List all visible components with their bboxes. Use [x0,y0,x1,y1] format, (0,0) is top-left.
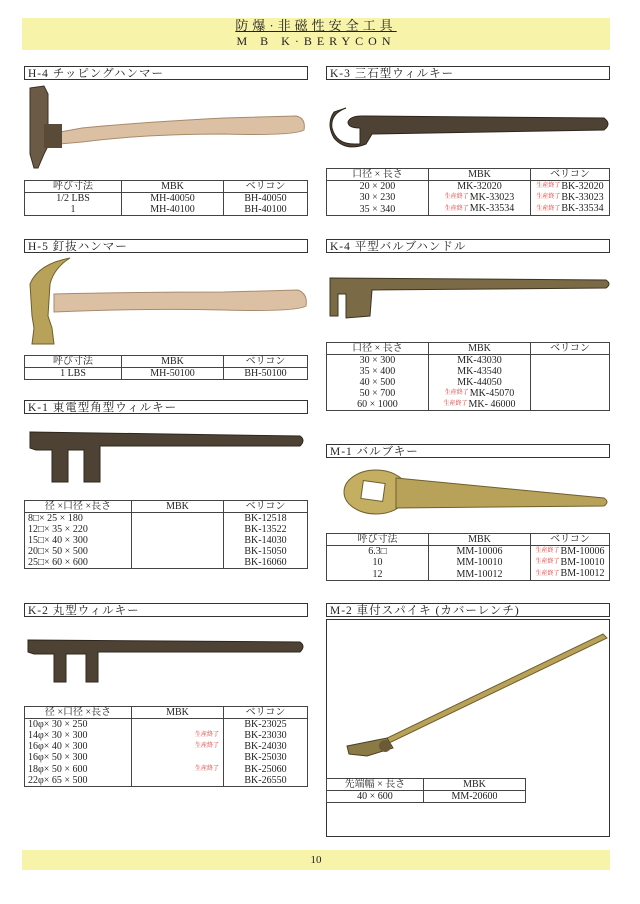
table-row: 1 MH-40100 BH-40100 [25,204,308,216]
col-header-berycon: ベリコン [224,181,308,193]
page-title: 防爆·非磁性安全工具 [235,18,397,33]
spec-table-k4: 口径 × 長さ MBK ベリコン 30 × 300 MK-43030 35 × 400 MK-43540 40 × 500 MK-44050 50 × 700 生産終了MK-45070 60 × 1000 生産終了MK- 46000 [326,342,610,411]
round-wilkey-image [24,622,314,692]
page-number: 10 [310,854,322,866]
section-title-k4: K-4 平型バルブハンドル [326,239,610,253]
header-banner [22,18,610,50]
cover-wrench-image [327,620,609,770]
footer-banner [22,850,610,870]
table-row: 8□× 25 × 180 BK-12518 [25,513,308,525]
section-title-h5: H-5 釘抜ハンマー [24,239,308,253]
section-title-k3: K-3 三石型ウィルキー [326,66,610,80]
table-row: 30 × 230 生産終了MK-33023 生産終了BK-33023 [327,192,610,203]
table-row: 6.3□ MM-10006 生産終了BM-10006 [327,546,610,558]
discontinued-badge: 生産終了 [535,570,560,577]
square-wilkey-image [24,420,314,490]
table-row: 35 × 400 MK-43540 [327,366,610,377]
discontinued-badge: 生産終了 [194,743,219,750]
section-title-k2: K-2 丸型ウィルキー [24,603,308,617]
chipping-hammer-image [24,82,314,172]
spec-table-k3: 口径 × 長さ MBK ベリコン 20 × 200 MK-32020 生産終了BK-32020 30 × 230 生産終了MK-33023 生産終了BK-33023 35 × 340 生産終了MK-33534 生産終了BK-33534 [326,168,610,216]
table-row: 25□× 60 × 600 BK-16060 [25,557,308,569]
table-row: 20 × 200 MK-32020 生産終了BK-32020 [327,181,610,193]
table-row: 40 × 600 MM-20600 [327,791,526,803]
table-row: 1/2 LBS MH-40050 BH-40050 [25,193,308,205]
table-row: 16φ× 50 × 300 BK-25030 [25,752,308,763]
valve-key-image [326,462,616,528]
table-row: 1 LBS MH-50100 BH-50100 [25,368,308,380]
table-row: 10φ× 30 × 250 BK-23025 [25,719,308,731]
section-title-m1: M-1 バルブキー [326,444,610,458]
table-row: 10 MM-10010 生産終了BM-10010 [327,557,610,568]
table-row: 30 × 300 MK-43030 [327,355,610,367]
discontinued-badge: 生産終了 [194,765,219,772]
section-title-m2: M-2 車付スパイキ (カバーレンチ) [326,603,610,617]
flat-valve-handle-image [326,258,616,338]
discontinued-badge: 生産終了 [444,194,469,201]
spec-table-m1: 呼び寸法 MBK ベリコン 6.3□ MM-10006 生産終了BM-10006 10 MM-10010 生産終了BM-10010 12 MM-10012 生産終了BM-10012 [326,533,610,581]
discontinued-badge: 生産終了 [536,194,561,201]
table-row: 12 MM-10012 生産終了BM-10012 [327,568,610,580]
table-row: 40 × 500 MK-44050 [327,377,610,388]
col-header-mbk: MBK [122,181,224,193]
discontinued-badge: 生産終了 [444,205,469,212]
table-row: 18φ× 50 × 600 生産終了 BK-25060 [25,763,308,774]
spec-table-h4 [24,180,308,216]
mitsuishi-wilkey-image [326,84,616,164]
discontinued-badge: 生産終了 [444,390,469,397]
table-row: 15□× 40 × 300 BK-14030 [25,535,308,546]
spec-table-h5: 呼び寸法 MBK ベリコン 1 LBS MH-50100 BH-50100 [24,355,308,380]
table-row: 12□× 35 × 220 BK-13522 [25,524,308,535]
page-subtitle: M B K·BERYCON [236,34,396,48]
discontinued-badge: 生産終了 [443,401,468,408]
col-header-size: 呼び寸法 [25,181,122,193]
discontinued-badge: 生産終了 [535,559,560,566]
spec-table-k2: 径 ×口径 ×長さ MBK ベリコン 10φ× 30 × 250 BK-23025 14φ× 30 × 300 生産終了 BK-23030 16φ× 40 × 300 生産終了 BK-24030 16φ× 50 × 300 BK-25030 18φ× 50 × 600 生産終了 BK-25060 22φ× 65 × 500 BK-26550 [24,706,308,787]
table-row: 14φ× 30 × 300 生産終了 BK-23030 [25,730,308,741]
section-title-h4: H-4 チッピングハンマー [24,66,308,80]
discontinued-badge: 生産終了 [536,183,561,190]
spec-table-k1: 径 ×口径 ×長さ MBK ベリコン 8□× 25 × 180 BK-12518 12□× 35 × 220 BK-13522 15□× 40 × 300 BK-14030 20□× 50 × 500 BK-15050 25□× 60 × 600 BK-16060 [24,500,308,569]
table-row: 22φ× 65 × 500 BK-26550 [25,775,308,787]
claw-hammer-image [24,254,314,350]
discontinued-badge: 生産終了 [194,732,219,739]
table-row: 50 × 700 生産終了MK-45070 [327,388,610,399]
discontinued-badge: 生産終了 [535,548,560,555]
table-row: 35 × 340 生産終了MK-33534 生産終了BK-33534 [327,203,610,215]
table-row: 20□× 50 × 500 BK-15050 [25,546,308,557]
discontinued-badge: 生産終了 [536,205,561,212]
table-row: 60 × 1000 生産終了MK- 46000 [327,399,610,411]
section-title-k1: K-1 東電型角型ウィルキー [24,400,308,414]
table-row: 16φ× 40 × 300 生産終了 BK-24030 [25,741,308,752]
spec-table-m2: 先端幅 × 長さ MBK 40 × 600 MM-20600 [326,778,526,803]
